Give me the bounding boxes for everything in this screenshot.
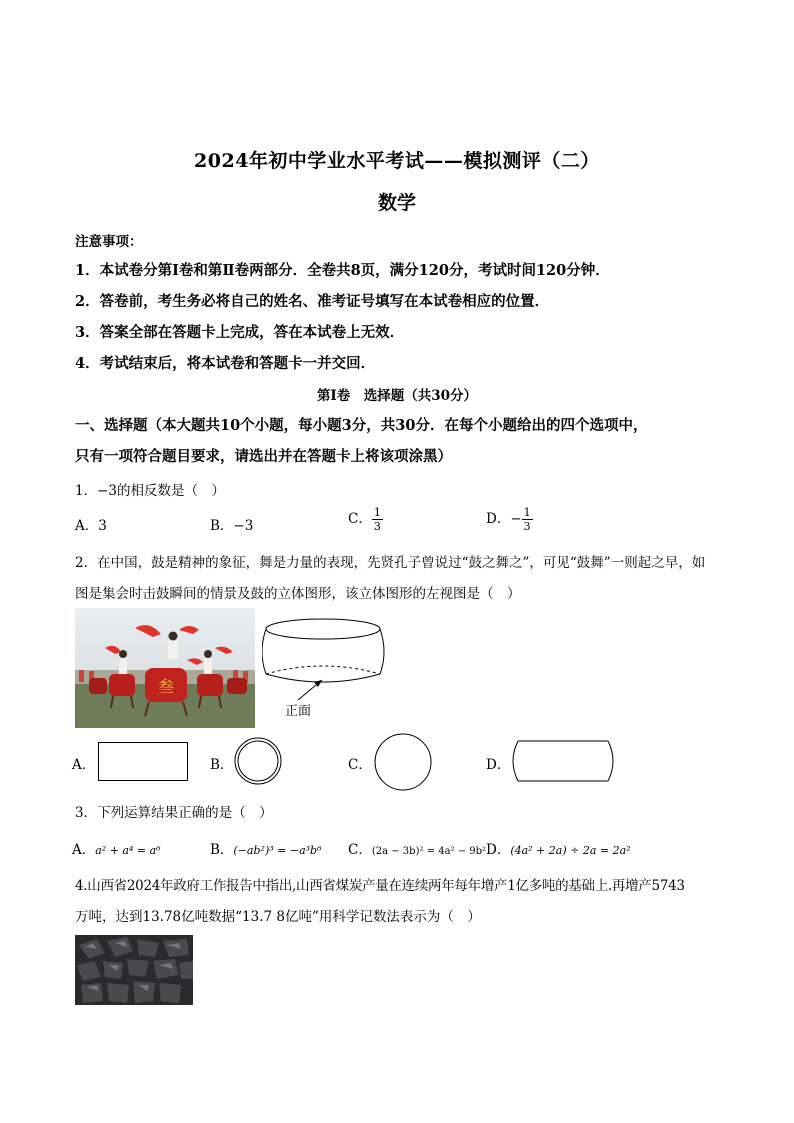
- q1-option-a: A．3: [75, 518, 107, 534]
- q3-option-b-expression: (−ab²)³ = −a³b⁶: [233, 844, 322, 857]
- notes-heading: 注意事项：: [75, 234, 143, 250]
- exam-title: 2024年初中学业水平考试——模拟测评（二）: [194, 150, 600, 172]
- q3-option-b: [210, 838, 322, 858]
- q2-option-d-barrel: [512, 740, 614, 782]
- q3-option-a: [72, 838, 161, 858]
- section-instruction-2: 只有一项符合题目要求，请选出并在答题卡上将该项涂黑）: [75, 448, 452, 465]
- q1-option-d: [486, 506, 533, 533]
- front-view-label: 正面: [285, 704, 312, 719]
- q1-option-d-fraction: [522, 506, 533, 533]
- q4-stem-line-2: 万吨，达到13.78亿吨数据“13.7 8亿吨”用科学记数法表示为（ ）: [75, 909, 481, 925]
- q3-option-a-expression: a² + a⁴ = a⁶: [95, 844, 161, 857]
- q1-d-numerator: 1: [523, 506, 531, 519]
- q3-option-c: [348, 838, 486, 858]
- q2-option-c: C．: [348, 757, 372, 773]
- note-item-1: 1．本试卷分第Ⅰ卷和第Ⅱ卷两部分．全卷共8页，满分120分，考试时间120分钟．: [75, 262, 610, 279]
- q1-option-c-fraction: [372, 506, 383, 533]
- coal-photo: [75, 935, 193, 1005]
- q1-c-numerator: 1: [373, 506, 381, 519]
- drum-character: 叁: [157, 677, 175, 696]
- q2-option-c-circle: [371, 733, 435, 791]
- subject-title: 数学: [377, 192, 416, 214]
- q3-option-d-label: D．: [486, 842, 511, 858]
- q1-option-b: B．−3: [210, 518, 254, 534]
- q3-option-d: [486, 838, 631, 858]
- q3-option-d-expression: (4a² + 2a) ÷ 2a = 2a²: [510, 844, 631, 857]
- q1-stem: 1．−3的相反数是（ ）: [75, 483, 225, 499]
- q3-option-b-label: B．: [210, 842, 234, 858]
- q3-option-a-label: A．: [72, 842, 96, 858]
- q2-stem-line-1: 2．在中国，鼓是精神的象征，舞是力量的表现，先贤孔子曾说过“鼓之舞之”，可见“鼓舞”一则起之早，如: [75, 555, 706, 571]
- note-item-3: 3．答案全部在答题卡上完成，答在本试卷上无效．: [75, 324, 405, 341]
- q1-option-c: [348, 506, 383, 533]
- q3-option-c-expression: (2a − 3b)² = 4a² − 9b²: [371, 846, 487, 857]
- q1-option-d-label: D．−: [486, 511, 522, 527]
- q3-stem: 3．下列运算结果正确的是（ ）: [75, 805, 273, 821]
- section-heading: 第Ⅰ卷 选择题（共30分）: [316, 388, 478, 404]
- q2-option-a: A．: [72, 757, 96, 773]
- drum-3d-figure: [262, 614, 388, 720]
- q2-option-d: D．: [486, 757, 511, 773]
- q2-option-b-double-circle: [234, 733, 282, 789]
- section-instruction-1: 一、选择题（本大题共10个小题，每小题3分，共30分．在每个小题给出的四个选项中，: [75, 417, 648, 434]
- q2-stem-line-2: 图是集会时击鼓瞬间的情景及鼓的立体图形，该立体图形的左视图是（ ）: [75, 586, 521, 602]
- q1-option-c-label: C．: [348, 511, 372, 527]
- q3-option-c-label: C．: [348, 842, 372, 858]
- q2-option-b: B．: [210, 757, 234, 773]
- q2-option-a-rectangle: [98, 742, 188, 781]
- drum-performance-photo: [75, 608, 255, 728]
- note-item-2: 2．答卷前，考生务必将自己的姓名、准考证号填写在本试卷相应的位置．: [75, 293, 550, 310]
- q1-d-denominator: 3: [523, 520, 531, 533]
- q1-c-denominator: 3: [373, 520, 381, 533]
- note-item-4: 4．考试结束后，将本试卷和答题卡一并交回．: [75, 355, 376, 372]
- q4-stem-line-1: 4.山西省2024年政府工作报告中指出,山西省煤炭产量在连续两年每年增产1亿多吨的基础上.再增产5743: [75, 878, 685, 894]
